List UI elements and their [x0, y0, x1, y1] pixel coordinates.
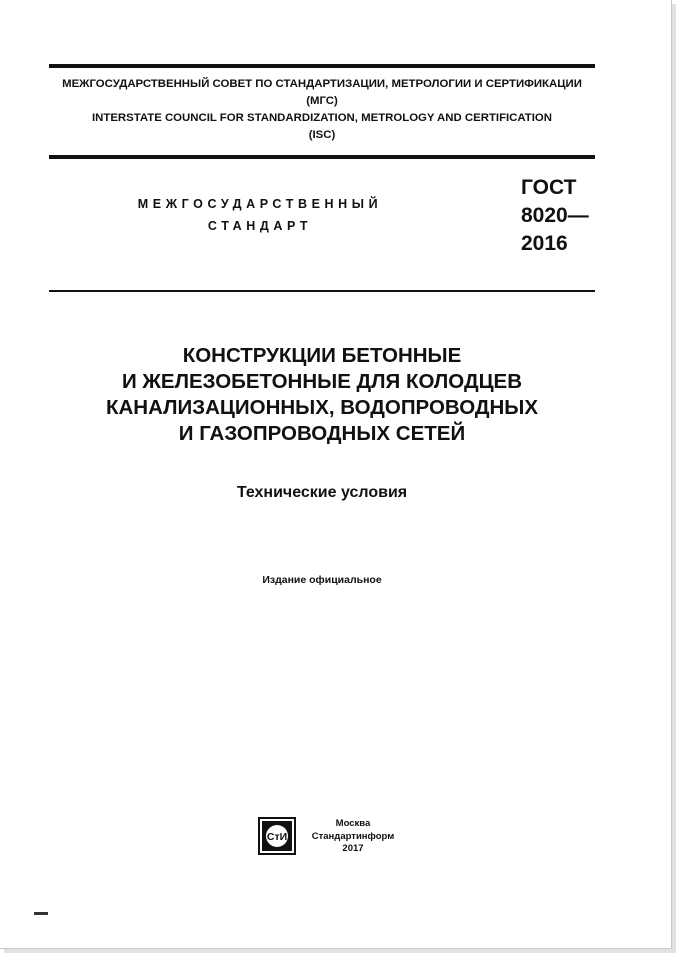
standard-type [100, 193, 420, 237]
council-abbr-ru: (МГС) [306, 95, 338, 107]
scan-mark [34, 912, 48, 915]
title-line: КАНАЛИЗАЦИОННЫХ, ВОДОПРОВОДНЫХ [105, 396, 539, 419]
council-header [49, 76, 595, 144]
gost-number: 8020— [521, 204, 589, 227]
standartinform-logo-icon [258, 817, 296, 855]
title-line: И ЖЕЛЕЗОБЕТОННЫЕ ДЛЯ КОЛОДЦЕВ [121, 370, 523, 393]
edition-note: Издание официальное [262, 574, 382, 586]
top-rule [49, 64, 595, 68]
council-name-en: INTERSTATE COUNCIL FOR STANDARDIZATION, METROLOGY AND CERTIFICATION [91, 112, 553, 124]
document-title [49, 343, 595, 447]
standard-type-line1: МЕЖГОСУДАРСТВЕННЫЙ [137, 197, 383, 211]
publisher-name: Стандартинформ [311, 830, 395, 842]
document-subtitle: Технические условия [236, 484, 408, 501]
publisher-city: Москва [335, 818, 371, 829]
gost-year: 2016 [521, 232, 568, 255]
title-line: КОНСТРУКЦИИ БЕТОННЫЕ [182, 344, 462, 367]
gost-prefix: ГОСТ [521, 176, 577, 199]
council-abbr-en: (ISC) [308, 129, 336, 141]
title-line: И ГАЗОПРОВОДНЫХ СЕТЕЙ [178, 422, 466, 445]
publisher-year: 2017 [342, 843, 364, 854]
standard-type-line2: СТАНДАРТ [207, 219, 313, 233]
publisher-block [305, 818, 401, 856]
designation-divider-rule [49, 290, 595, 292]
logo-text: СтИ [266, 831, 288, 843]
gost-designation [521, 174, 589, 258]
council-name-ru: МЕЖГОСУДАРСТВЕННЫЙ СОВЕТ ПО СТАНДАРТИЗАЦИИ, МЕТРОЛОГИИ И СЕРТИФИКАЦИИ [62, 78, 582, 90]
council-divider-rule [49, 155, 595, 159]
